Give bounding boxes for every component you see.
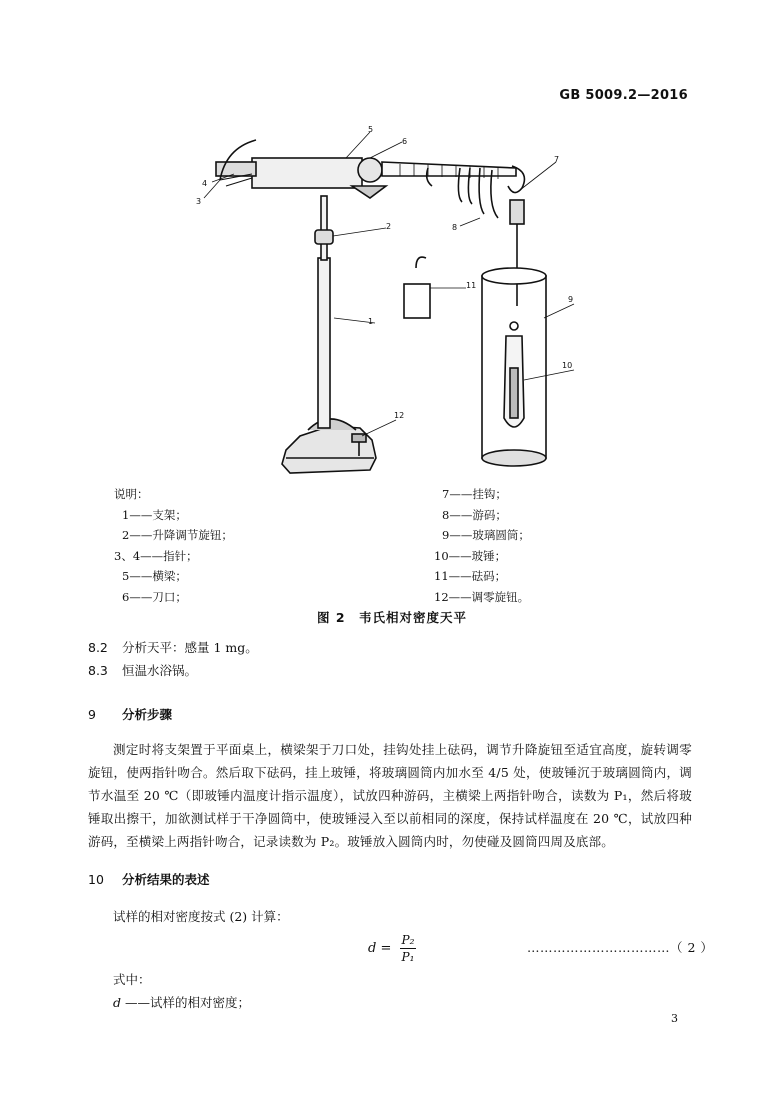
legend-item: 7——挂钩； — [442, 487, 507, 501]
legend-right — [434, 484, 530, 607]
hanging-weight — [510, 200, 524, 224]
knife-edge — [358, 158, 382, 182]
section-10-heading — [88, 870, 210, 888]
section-9-heading — [88, 705, 172, 723]
formula-intro: 试样的相对密度按式 (2) 计算： — [113, 909, 289, 924]
legend-item: 9——玻璃圆筒； — [442, 528, 530, 542]
balance-figure — [190, 118, 574, 490]
legend-item: 11——砝码； — [434, 569, 507, 583]
clause-text: 分析天平：感量 1 mg。 — [122, 640, 258, 655]
figure-caption: 图 2 韦氏相对密度天平 — [316, 610, 468, 625]
graduated-arm — [382, 162, 516, 176]
weight — [404, 284, 430, 318]
section-title: 分析步骤 — [122, 707, 173, 722]
callout-10: 10 — [562, 361, 573, 370]
legend-item: 1——支架； — [122, 507, 187, 522]
legend-item: 5——横梁； — [122, 569, 187, 583]
where-label: 式中： — [113, 972, 151, 987]
clause-8-3 — [88, 661, 197, 679]
callout-5: 5 — [368, 125, 374, 134]
legend-title: 说明： — [114, 487, 149, 501]
callout-6: 6 — [402, 137, 408, 146]
formula — [368, 932, 416, 965]
section-number: 9 — [88, 707, 96, 722]
standard-number: GB 5009.2—2016 — [559, 88, 688, 103]
variable-definition — [113, 993, 250, 1011]
callout-3: 3 — [196, 197, 202, 206]
equation-reference: ……………………………（ 2 ） — [527, 940, 714, 955]
legend-left — [114, 484, 233, 607]
callout-8: 8 — [452, 223, 458, 232]
legend-item: 10——玻锤； — [434, 548, 507, 563]
variable-description: ——试样的相对密度； — [121, 995, 250, 1010]
section-number: 10 — [88, 872, 104, 887]
callout-1: 1 — [368, 317, 374, 326]
callout-11: 11 — [466, 281, 477, 290]
callout-9: 9 — [568, 295, 574, 304]
callout-2: 2 — [386, 222, 392, 231]
clause-text: 恒温水浴锅。 — [122, 663, 198, 678]
callout-7: 7 — [554, 155, 560, 164]
lift-knob — [315, 230, 333, 244]
page-number: 3 — [671, 1012, 678, 1025]
legend-item: 3、4——指针； — [114, 548, 198, 563]
fraction — [400, 932, 417, 965]
legend-item: 2——升降调节旋钮； — [122, 528, 233, 542]
clause-8-2 — [88, 638, 258, 656]
section-9-paragraph: 测定时将支架置于平面桌上，横梁架于刀口处，挂钩处挂上砝码，调节升降旋钮至适宜高度，旋转调零旋钮，使两指针吻合。然后取下砝码，挂上玻锤，将玻璃圆筒内加水至 4/5 处，使玻锤沉于玻璃圆筒内，调节水温至 20 ℃（即玻锤内温度计指示温度），试放四种游码，主横梁上两指针吻合，读数为 P₁，然后将玻锤取出擦干，加欲测试样于干净圆筒中，使玻锤浸入至以前相同的深度，保持试样温度在 20 ℃，试放四种游码，至横梁上两指针吻合，记录读数为 P₂。玻锤放入圆筒内时，勿使碰及圆筒四周及底部。 — [88, 742, 692, 849]
numerator: P₂ — [401, 933, 415, 947]
variable-symbol: d — [113, 995, 122, 1010]
beam — [252, 158, 362, 188]
denominator: P₁ — [401, 950, 415, 964]
legend-item: 12——调零旋钮。 — [434, 589, 530, 604]
callout-4: 4 — [202, 179, 208, 188]
legend-item: 8——游码； — [442, 507, 507, 522]
section-title: 分析结果的表述 — [122, 872, 210, 887]
clause-number: 8.2 — [88, 640, 108, 655]
formula-lhs: d = — [368, 941, 392, 956]
callout-12: 12 — [394, 411, 405, 420]
clause-number: 8.3 — [88, 663, 108, 678]
balance-base — [282, 426, 376, 473]
support-post — [318, 258, 330, 428]
legend-item: 6——刀口； — [122, 589, 187, 604]
